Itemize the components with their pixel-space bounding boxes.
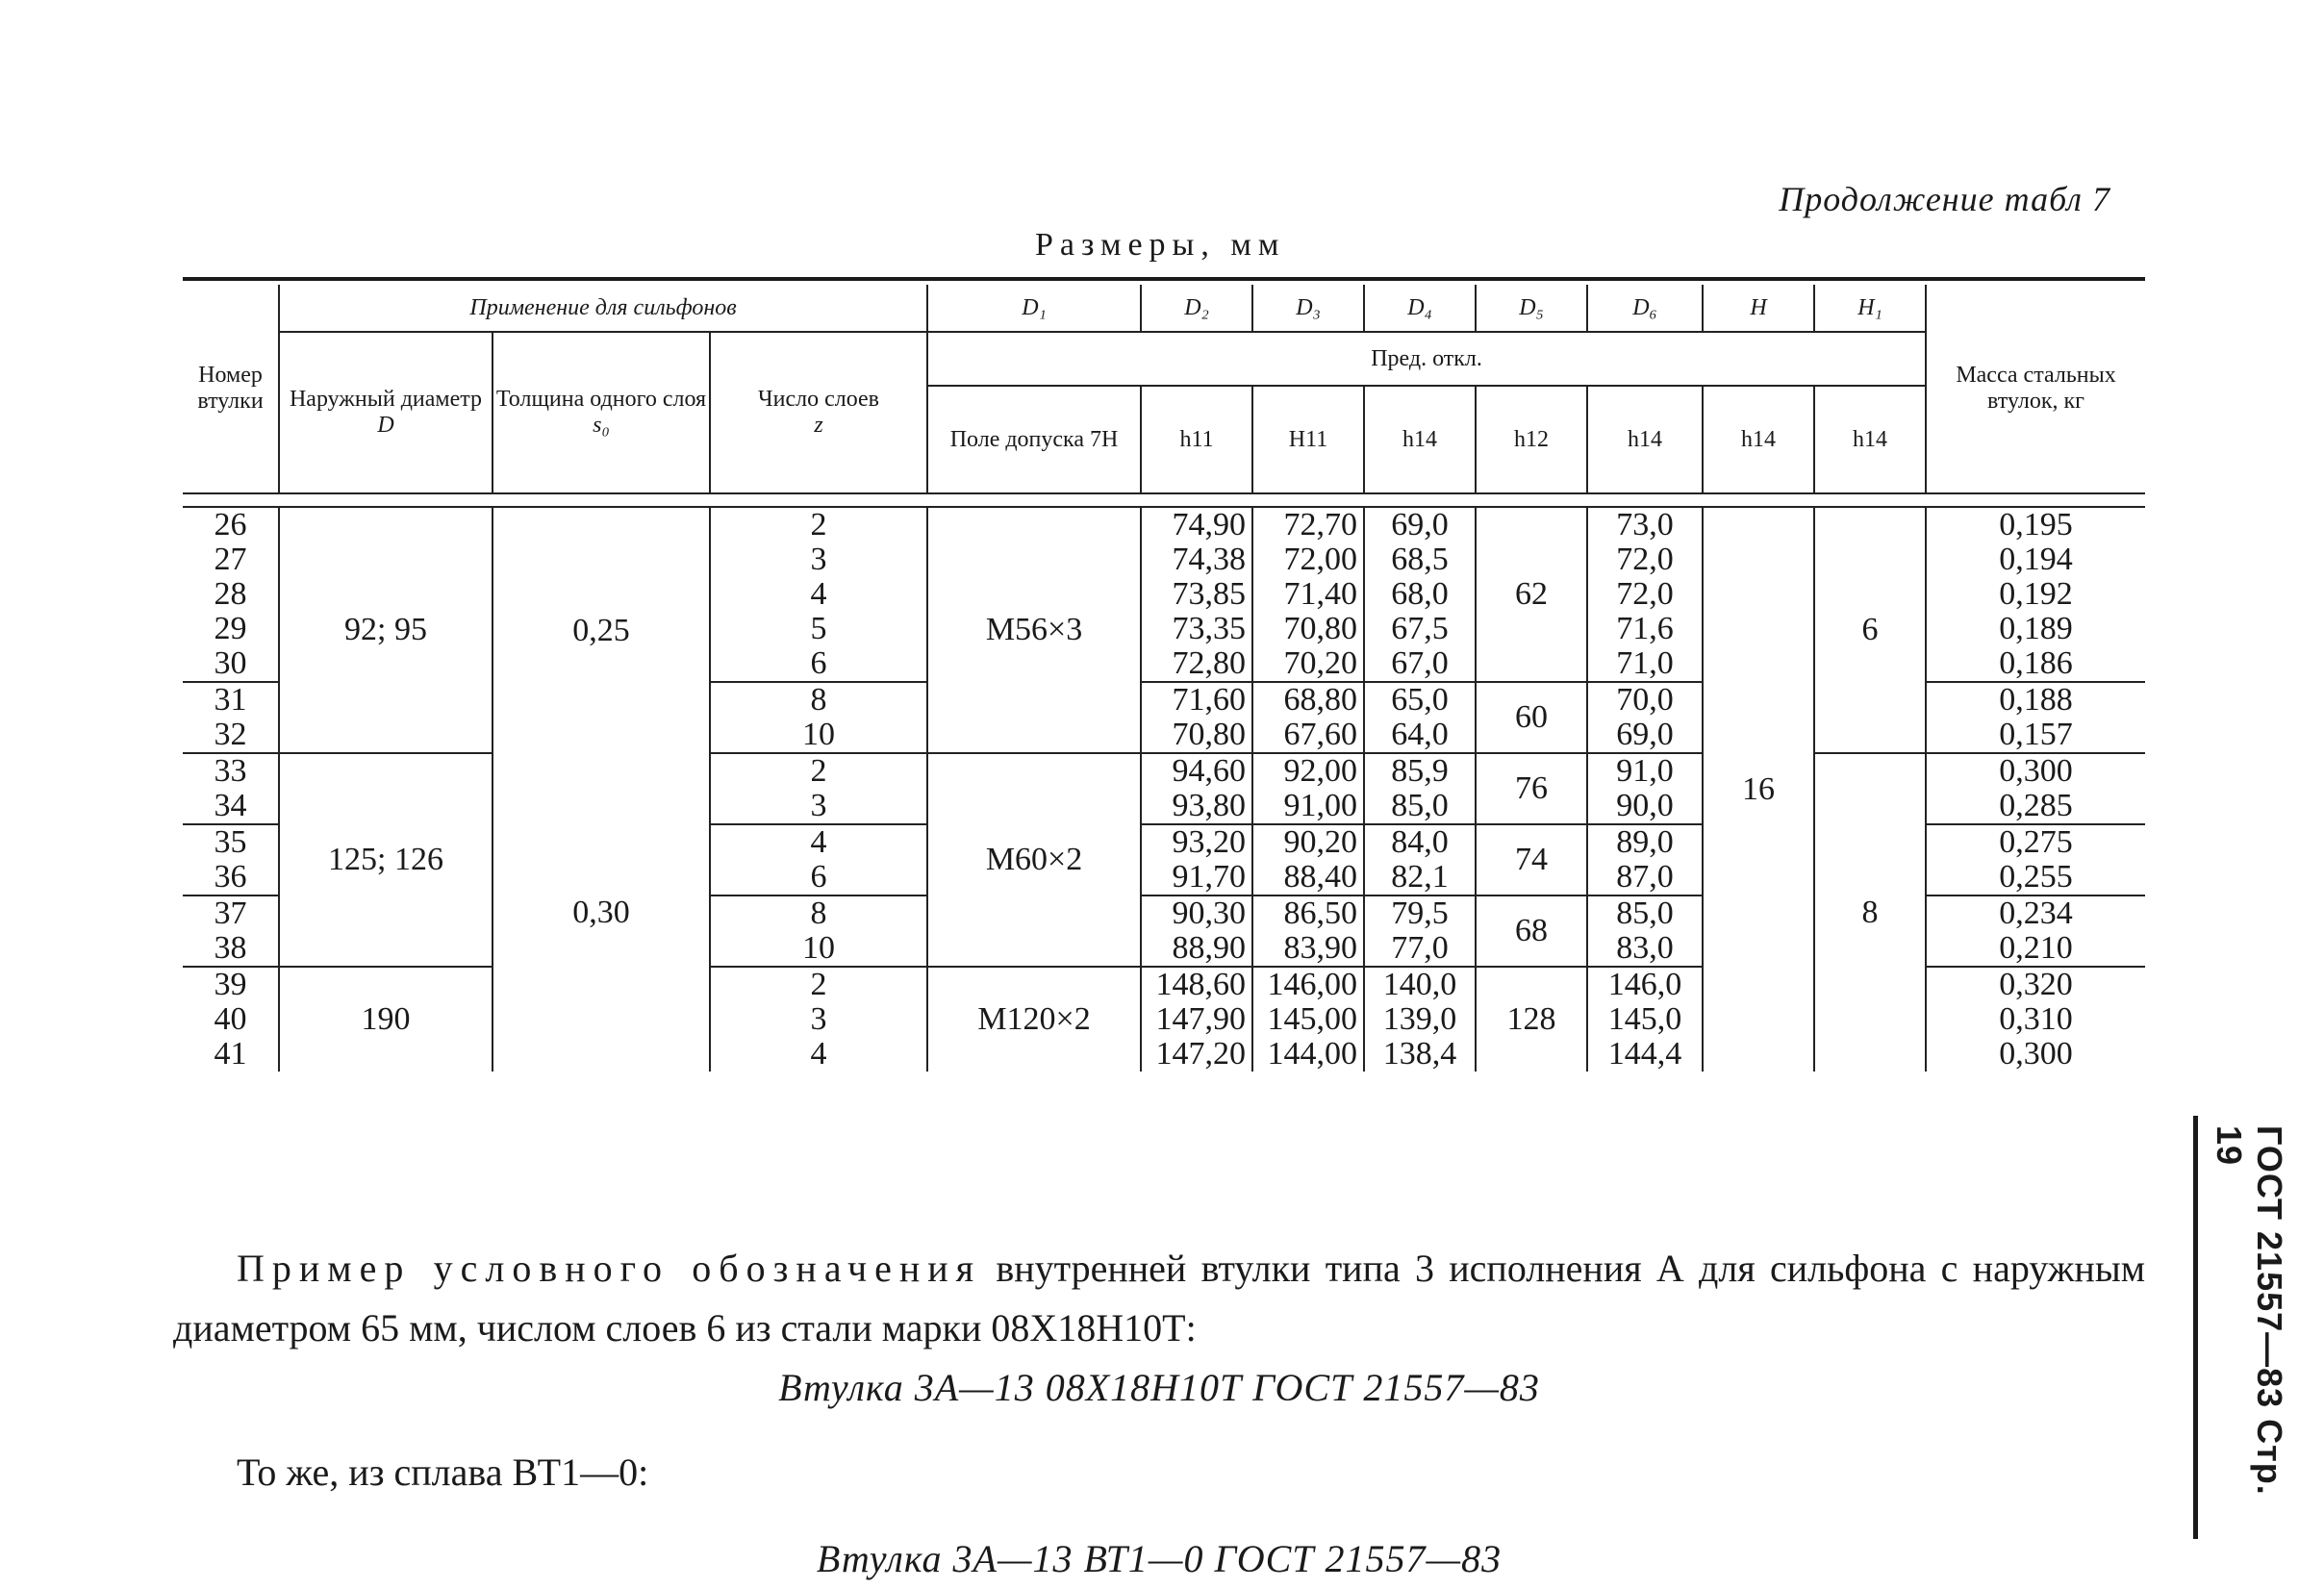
example-paragraph: Пример условного обозначения внутренней втулки типа 3 исполнения А для сильфона с наружным диаметром 65 мм, числом слоев 6 из стали марки 08Х18Н10Т:: [173, 1247, 2145, 1349]
cell-layer-thickness: 0,30: [493, 753, 710, 1072]
cell-h1: 8: [1814, 753, 1926, 1072]
cell-d3: 68,80 67,60: [1252, 682, 1364, 753]
header-application: Применение для сильфонов: [279, 285, 927, 332]
table-row: [183, 753, 2145, 824]
header-layer-count: Число слоев z: [710, 332, 927, 493]
designation-example-alloy: Втулка 3А—13 ВТ1—0 ГОСТ 21557—83: [816, 1537, 1503, 1580]
cell-h1: 6: [1814, 507, 1926, 753]
table-row: [183, 507, 2145, 682]
side-rule: [2193, 1116, 2198, 1539]
cell-d2: 74,90 74,38 73,85 73,35 72,80: [1141, 507, 1252, 682]
table-top-rule: [183, 277, 2145, 281]
cell-mass: 0,320 0,310 0,300: [1926, 967, 2145, 1072]
cell-d2: 94,60 93,80: [1141, 753, 1252, 824]
cell-d3: 92,00 91,00: [1252, 753, 1364, 824]
cell-d6: 91,0 90,0: [1587, 753, 1703, 824]
cell-layer-thickness: 0,25: [493, 507, 710, 753]
designation-example-steel: Втулка 3А—13 08Х18Н10Т ГОСТ 21557—83: [778, 1366, 1540, 1409]
cell-layer-count: 2 3 4: [710, 967, 927, 1072]
header-tol-h: h14: [1703, 386, 1814, 493]
cell-number: 31 32: [183, 682, 279, 753]
cell-number: 39 40 41: [183, 967, 279, 1072]
header-tol-d6: h14: [1587, 386, 1703, 493]
cell-layer-count: 8 10: [710, 682, 927, 753]
cell-d2: 148,60 147,90 147,20: [1141, 967, 1252, 1072]
cell-d6: 73,0 72,0 72,0 71,6 71,0: [1587, 507, 1703, 682]
header-h: H: [1703, 285, 1814, 332]
header-d4: D₄: [1364, 285, 1476, 332]
cell-number: 35 36: [183, 824, 279, 895]
cell-layer-count: 2 3: [710, 753, 927, 824]
cell-d3: 86,50 83,90: [1252, 895, 1364, 967]
header-outer-diameter: Наружный диаметр D: [279, 332, 493, 493]
cell-d3: 72,70 72,00 71,40 70,80 70,20: [1252, 507, 1364, 682]
cell-number: 26 27 28 29 30: [183, 507, 279, 682]
header-tol-d5: h12: [1476, 386, 1587, 493]
cell-d4: 79,5 77,0: [1364, 895, 1476, 967]
cell-d5: 60: [1476, 682, 1587, 753]
cell-d2: 93,20 91,70: [1141, 824, 1252, 895]
header-number: Номер втулки: [183, 285, 279, 493]
cell-d3: 90,20 88,40: [1252, 824, 1364, 895]
header-d2: D₂: [1141, 285, 1252, 332]
cell-thread: M60×2: [927, 753, 1141, 967]
header-tol-d4: h14: [1364, 386, 1476, 493]
cell-d5: 62: [1476, 507, 1587, 682]
cell-thread: M56×3: [927, 507, 1141, 753]
header-tol-d2: h11: [1141, 386, 1252, 493]
header-d5: D₅: [1476, 285, 1587, 332]
header-d6: D₆: [1587, 285, 1703, 332]
cell-layer-count: 8 10: [710, 895, 927, 967]
header-layer-thickness: Толщина одного слоя s₀: [493, 332, 710, 493]
cell-d4: 140,0 139,0 138,4: [1364, 967, 1476, 1072]
header-d3: D₃: [1252, 285, 1364, 332]
table-continuation-caption: Продолжение табл 7: [1779, 180, 2110, 218]
cell-outer-diameter: 125; 126: [279, 753, 493, 967]
alloy-paragraph: То же, из сплава ВТ1—0:: [237, 1450, 649, 1494]
cell-mass: 0,234 0,210: [1926, 895, 2145, 967]
cell-d6: 146,0 145,0 144,4: [1587, 967, 1703, 1072]
cell-d6: 70,0 69,0: [1587, 682, 1703, 753]
cell-d3: 146,00 145,00 144,00: [1252, 967, 1364, 1072]
cell-layer-count: 4 6: [710, 824, 927, 895]
units-caption: Размеры, мм: [1035, 227, 1286, 263]
header-d1: D₁: [927, 285, 1141, 332]
cell-d4: 84,0 82,1: [1364, 824, 1476, 895]
cell-mass: 0,195 0,194 0,192 0,189 0,186: [1926, 507, 2145, 682]
cell-d5: 74: [1476, 824, 1587, 895]
page-side-label: ГОСТ 21557—83 Стр. 19: [2210, 1125, 2289, 1496]
header-double-rule: [183, 493, 2145, 507]
cell-number: 33 34: [183, 753, 279, 824]
body-text: [173, 1239, 2145, 1589]
cell-d5: 76: [1476, 753, 1587, 824]
cell-layer-count: 2 3 4 5 6: [710, 507, 927, 682]
cell-outer-diameter: 92; 95: [279, 507, 493, 753]
cell-d4: 85,9 85,0: [1364, 753, 1476, 824]
header-tol-h1: h14: [1814, 386, 1926, 493]
header-tolerance-field: Поле допуска 7H: [927, 386, 1141, 493]
header-tol-d3: H11: [1252, 386, 1364, 493]
header-mass: Масса стальных втулок, кг: [1926, 285, 2145, 493]
header-h1: H₁: [1814, 285, 1926, 332]
cell-number: 37 38: [183, 895, 279, 967]
cell-mass: 0,188 0,157: [1926, 682, 2145, 753]
cell-d6: 85,0 83,0: [1587, 895, 1703, 967]
dimensions-table: [183, 285, 2145, 1072]
cell-mass: 0,275 0,255: [1926, 824, 2145, 895]
cell-outer-diameter: 190: [279, 967, 493, 1072]
cell-mass: 0,300 0,285: [1926, 753, 2145, 824]
cell-d4: 69,0 68,5 68,0 67,5 67,0: [1364, 507, 1476, 682]
header-tolerance: Пред. откл.: [927, 332, 1926, 386]
cell-d4: 65,0 64,0: [1364, 682, 1476, 753]
cell-thread: M120×2: [927, 967, 1141, 1072]
cell-h: 16: [1703, 507, 1814, 1072]
cell-d5: 68: [1476, 895, 1587, 967]
cell-d2: 71,60 70,80: [1141, 682, 1252, 753]
cell-d5: 128: [1476, 967, 1587, 1072]
cell-d6: 89,0 87,0: [1587, 824, 1703, 895]
cell-d2: 90,30 88,90: [1141, 895, 1252, 967]
